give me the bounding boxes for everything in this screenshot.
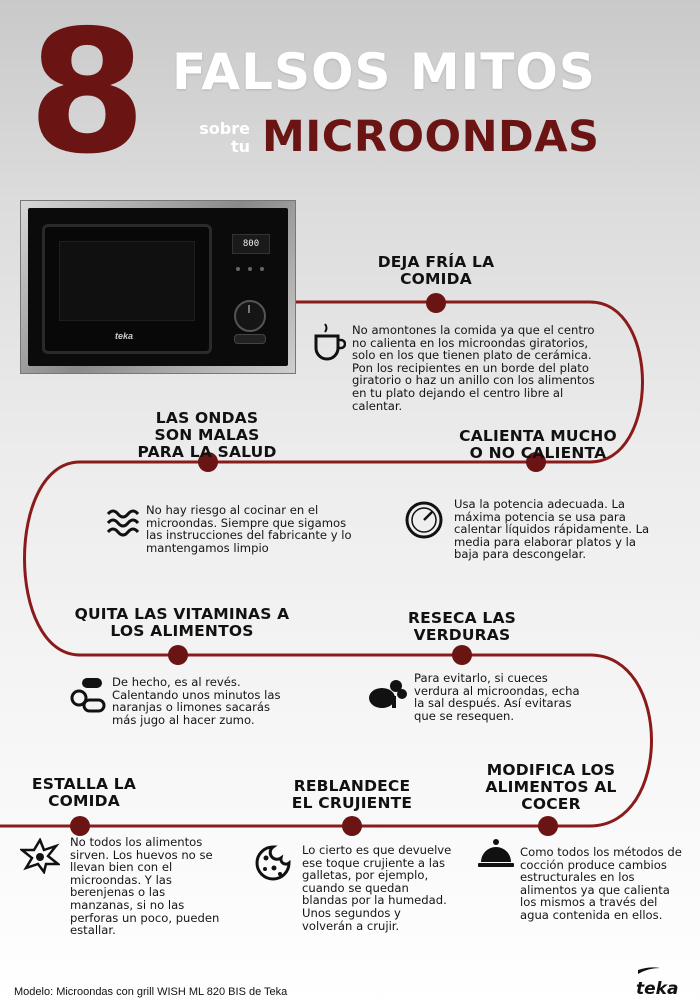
model-caption: Modelo: Microondas con grill WISH ML 820 BIS de Teka [14, 986, 288, 998]
myth-text: De hecho, es al revés. Calentando unos minutos las naranjas o limones sacarás más jugo al hacer zumo. [112, 675, 281, 727]
myth-marker [70, 816, 90, 836]
myth-text: Lo cierto es que devuelve ese toque crujiente a las galletas, por ejemplo, cuando se quedan blandas por la humedad. Unos segundos y volverán a crujir. [302, 843, 452, 933]
coffee-cup-icon [312, 322, 346, 362]
teka-logo [634, 966, 682, 998]
myth-text: Para evitarlo, si cueces verdura al microondas, echa la sal después. Así evitaras que se resequen. [414, 671, 580, 723]
explosion-icon [20, 838, 60, 874]
cookie-icon [254, 844, 292, 882]
headline-line2: MICROONDAS [262, 112, 600, 162]
headline-number: 8 [28, 0, 143, 192]
cloche-icon [476, 836, 516, 872]
myth-title: CALIENTA MUCHO O NO CALIENTA [459, 427, 617, 462]
myth-marker [426, 293, 446, 313]
power-dial-icon [404, 500, 444, 540]
myth-text: Usa la potencia adecuada. La máxima potencia se usa para calentar líquidos rápidamente. La media para elaborar platos y la baja para descongelar. [454, 497, 650, 562]
myth-marker [342, 816, 362, 836]
vegetables-icon [366, 676, 408, 712]
microwave-brand: teka [115, 331, 134, 341]
myth-text: No hay riesgo al cocinar en el microondas. Siempre que sigamos las instrucciones del fabricante y lo mantengamos limpio [146, 503, 352, 555]
headline-small: sobre tu [199, 119, 250, 156]
myth-marker [168, 645, 188, 665]
myth-title: DEJA FRÍA LA COMIDA [377, 253, 495, 288]
svg-text:teka: teka [636, 979, 679, 998]
myth-title: RESECA LAS VERDURAS [407, 609, 517, 644]
myth-title: ESTALLA LA COMIDA [31, 775, 137, 810]
myth-text: No amontones la comida ya que el centro no calienta en los microondas giratorios, solo en los que tienen plato de cerámica. Pon los recipientes en un borde del plato giratorio o haz un anillo con los alimentos en tu plato dejando el centro libre al calentar. [352, 323, 595, 413]
myth-marker [452, 645, 472, 665]
myth-text: No todos los alimentos sirven. Los huevos no se llevan bien con el microondas. Y las berenjenas o las manzanas, si no las perforas un poco, pueden estallar. [70, 835, 220, 938]
microwave-display: 800 [232, 234, 270, 254]
myth-title: REBLANDECE EL CRUJIENTE [291, 777, 413, 812]
myth-text: Como todos los métodos de cocción produce cambios estructurales en los alimentos ya que calienta los mismos a través del agua contenida en ellos. [520, 845, 682, 922]
waves-icon [106, 506, 140, 540]
headline-line1: FALSOS MITOS [172, 43, 596, 101]
myth-title: QUITA LAS VITAMINAS A LOS ALIMENTOS [74, 605, 290, 640]
myth-title: MODIFICA LOS ALIMENTOS AL COCER [485, 761, 617, 813]
myth-title: LAS ONDAS SON MALAS PARA LA SALUD [137, 409, 277, 461]
myth-marker [538, 816, 558, 836]
pills-icon [70, 676, 106, 714]
